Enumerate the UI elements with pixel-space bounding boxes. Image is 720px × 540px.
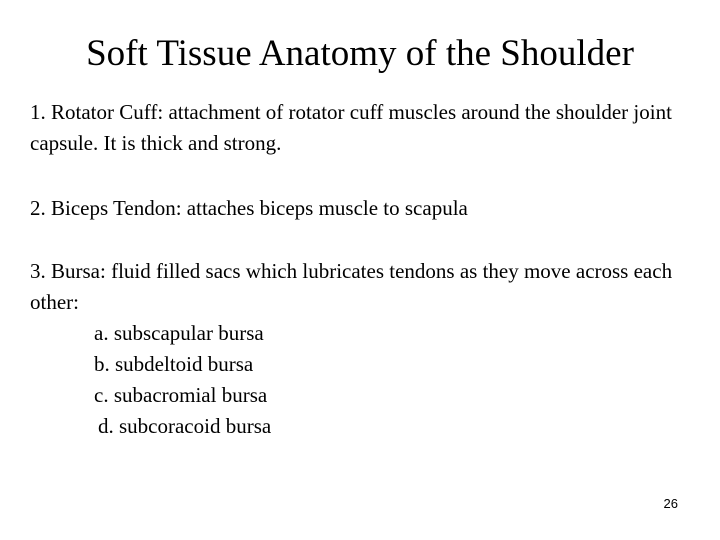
- sub-item-subcoracoid: d. subcoracoid bursa: [98, 414, 272, 438]
- bursa-item-text: 3. Bursa: fluid filled sacs which lubricates tendons as they move across each other:: [30, 259, 673, 314]
- bursa-item: [30, 256, 690, 442]
- biceps-tendon-item: 2. Biceps Tendon: attaches biceps muscle to scapula: [30, 196, 468, 220]
- rotator-cuff-item: 1. Rotator Cuff: attachment of rotator cuff muscles around the shoulder joint capsule. It is thick and strong.: [30, 100, 672, 155]
- bursa-sub-list: [30, 318, 690, 442]
- slide-title: Soft Tissue Anatomy of the Shoulder: [86, 33, 634, 74]
- page-number: 26: [663, 496, 678, 511]
- sub-item-subacromial: c. subacromial bursa: [94, 383, 268, 407]
- sub-item-subscapular: a. subscapular bursa: [94, 321, 264, 345]
- sub-item-subdeltoid: b. subdeltoid bursa: [94, 352, 254, 376]
